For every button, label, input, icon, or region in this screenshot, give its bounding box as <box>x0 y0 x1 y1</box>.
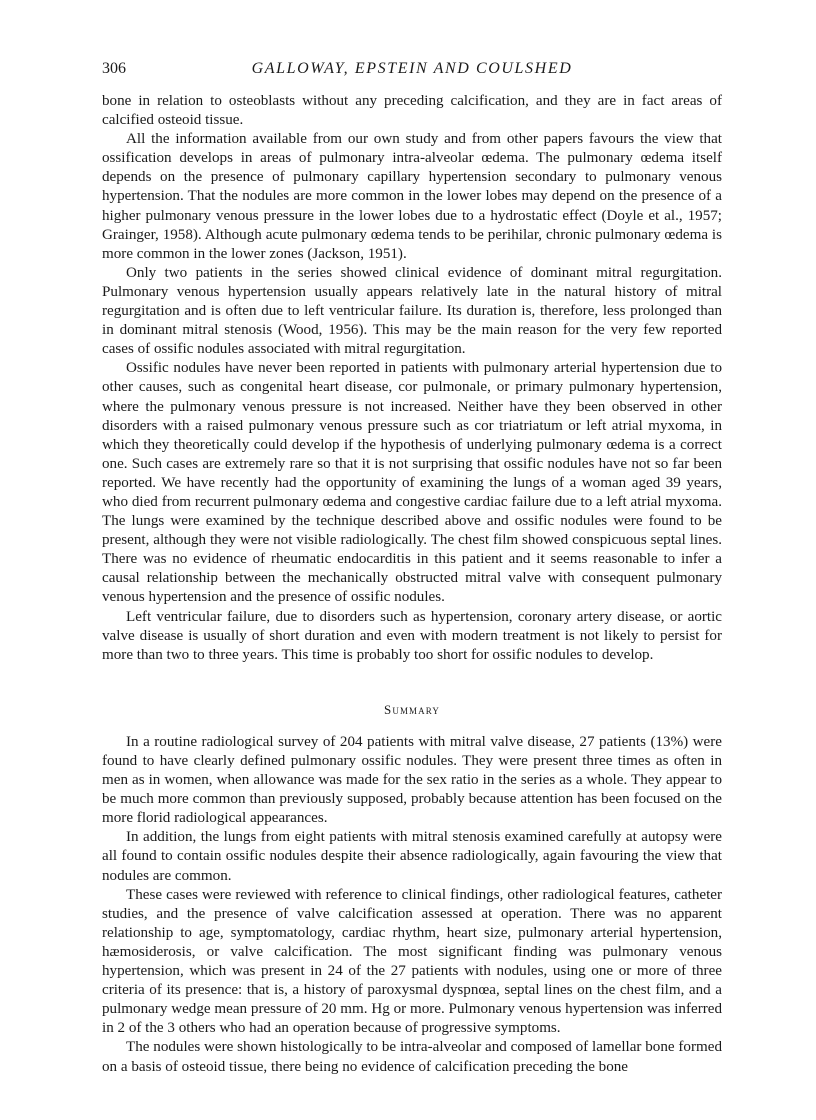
paragraph-ventricular-failure: Left ventricular failure, due to disorders such as hypertension, coronary artery disease, or aortic valve disease is usually of short duration and even with modern treatment is not likely to persist for more than two to three years. This time is probably too short for ossific nodules to develop. <box>102 608 722 663</box>
summary-paragraph-autopsy: In addition, the lungs from eight patients with mitral stenosis examined carefully at autopsy were all found to contain ossific nodules despite their absence radiologically, again favouring the view that nodules are common. <box>102 829 722 884</box>
summary-paragraph-histology: The nodules were shown histologically to be intra-alveolar and composed of lamellar bone formed on a basis of osteoid tissue, there being no evidence of calcification preceding the bone <box>102 1039 722 1075</box>
paragraph-continuation: bone in relation to osteoblasts without any preceding calcification, and they are in fact areas of calcified osteoid tissue. <box>102 93 722 129</box>
page-header <box>102 60 722 82</box>
summary-paragraph-review: These cases were reviewed with reference to clinical findings, other radiological features, catheter studies, and the presence of valve calcification assessed at operation. There was no apparent relationship to age, symptomatology, cardiac rhythm, heart size, pulmonary arterial hypertension, hæmosiderosis, or valve calcification. The most significant finding was pulmonary venous hypertension, which was present in 24 of the 27 patients with nodules, using one or more of three criteria of its presence: that is, a history of paroxysmal dyspnœa, septal lines on the chest film, and a pulmonary wedge mean pressure of 20 mm. Hg or more. Pulmonary venous hypertension was inferred in 2 of the 3 others who had an operation because of progressive symptoms. <box>102 886 722 1037</box>
paragraph-other-causes: Ossific nodules have never been reported in patients with pulmonary arterial hypertension due to other causes, such as congenital heart disease, cor pulmonale, or primary pulmonary hypertension, where the pulmonary venous pressure is not increased. Neither have they been observed in other disorders with a raised pulmonary venous pressure such as cor triatriatum or left atrial myxoma, in which they theoretically could develop if the hypothesis of underlying pulmonary œdema is a correct one. Such cases are extremely rare so that it is not surprising that ossific nodules have not so far been reported. We have recently had the opportunity of examining the lungs of a woman aged 39 years, who died from recurrent pulmonary œdema and congestive cardiac failure due to a left atrial myxoma. The lungs were examined by the technique described above and ossific nodules were found to be present, although they were not visible radiologically. The chest film showed conspicuous septal lines. There was no evidence of rheumatic endocarditis in this patient and it seems reasonable to infer a causal relationship between the mechanically obstructed mitral valve with consequent pulmonary venous hypertension and the presence of ossific nodules. <box>102 360 722 606</box>
paragraph-mitral-regurgitation: Only two patients in the series showed clinical evidence of dominant mitral regurgitation. Pulmonary venous hypertension usually appears relatively late in the natural history of mitral regurgitation and is often due to left ventricular failure. Its duration is, therefore, less prolonged than in dominant mitral stenosis (Wood, 1956). This may be the main reason for the very few reported cases of ossific nodules associated with mitral regurgitation. <box>102 264 722 358</box>
summary-heading <box>102 700 722 719</box>
page-number: 306 <box>102 60 126 77</box>
running-head: GALLOWAY, EPSTEIN AND COULSHED <box>251 60 573 77</box>
paragraph-ossification-oedema: All the information available from our own study and from other papers favours the view that ossification develops in areas of pulmonary intra-alveolar œdema. The pulmonary œdema itself depends on the presence of pulmonary capillary hypertension secondary to pulmonary venous hypertension. That the nodules are more common in the lower lobes may depend on the presence of a higher pulmonary venous pressure in the lower lobes due to a hydrostatic effect (Doyle et al., 1957; Grainger, 1958). Although acute pulmonary œdema tends to be perihilar, chronic pulmonary œdema is more common in the lower zones (Jackson, 1951). <box>102 131 722 262</box>
article-body <box>102 92 722 1077</box>
summary-heading-text: Summary <box>384 701 440 717</box>
summary-paragraph-survey: In a routine radiological survey of 204 patients with mitral valve disease, 27 patients (13%) were found to have clearly defined pulmonary ossific nodules. They were present three times as often in men as in women, when allowance was made for the sex ratio in the series as a whole. They appear to be much more common than previously supposed, probably because attention has been focused on the more florid radiological appearances. <box>102 733 722 827</box>
